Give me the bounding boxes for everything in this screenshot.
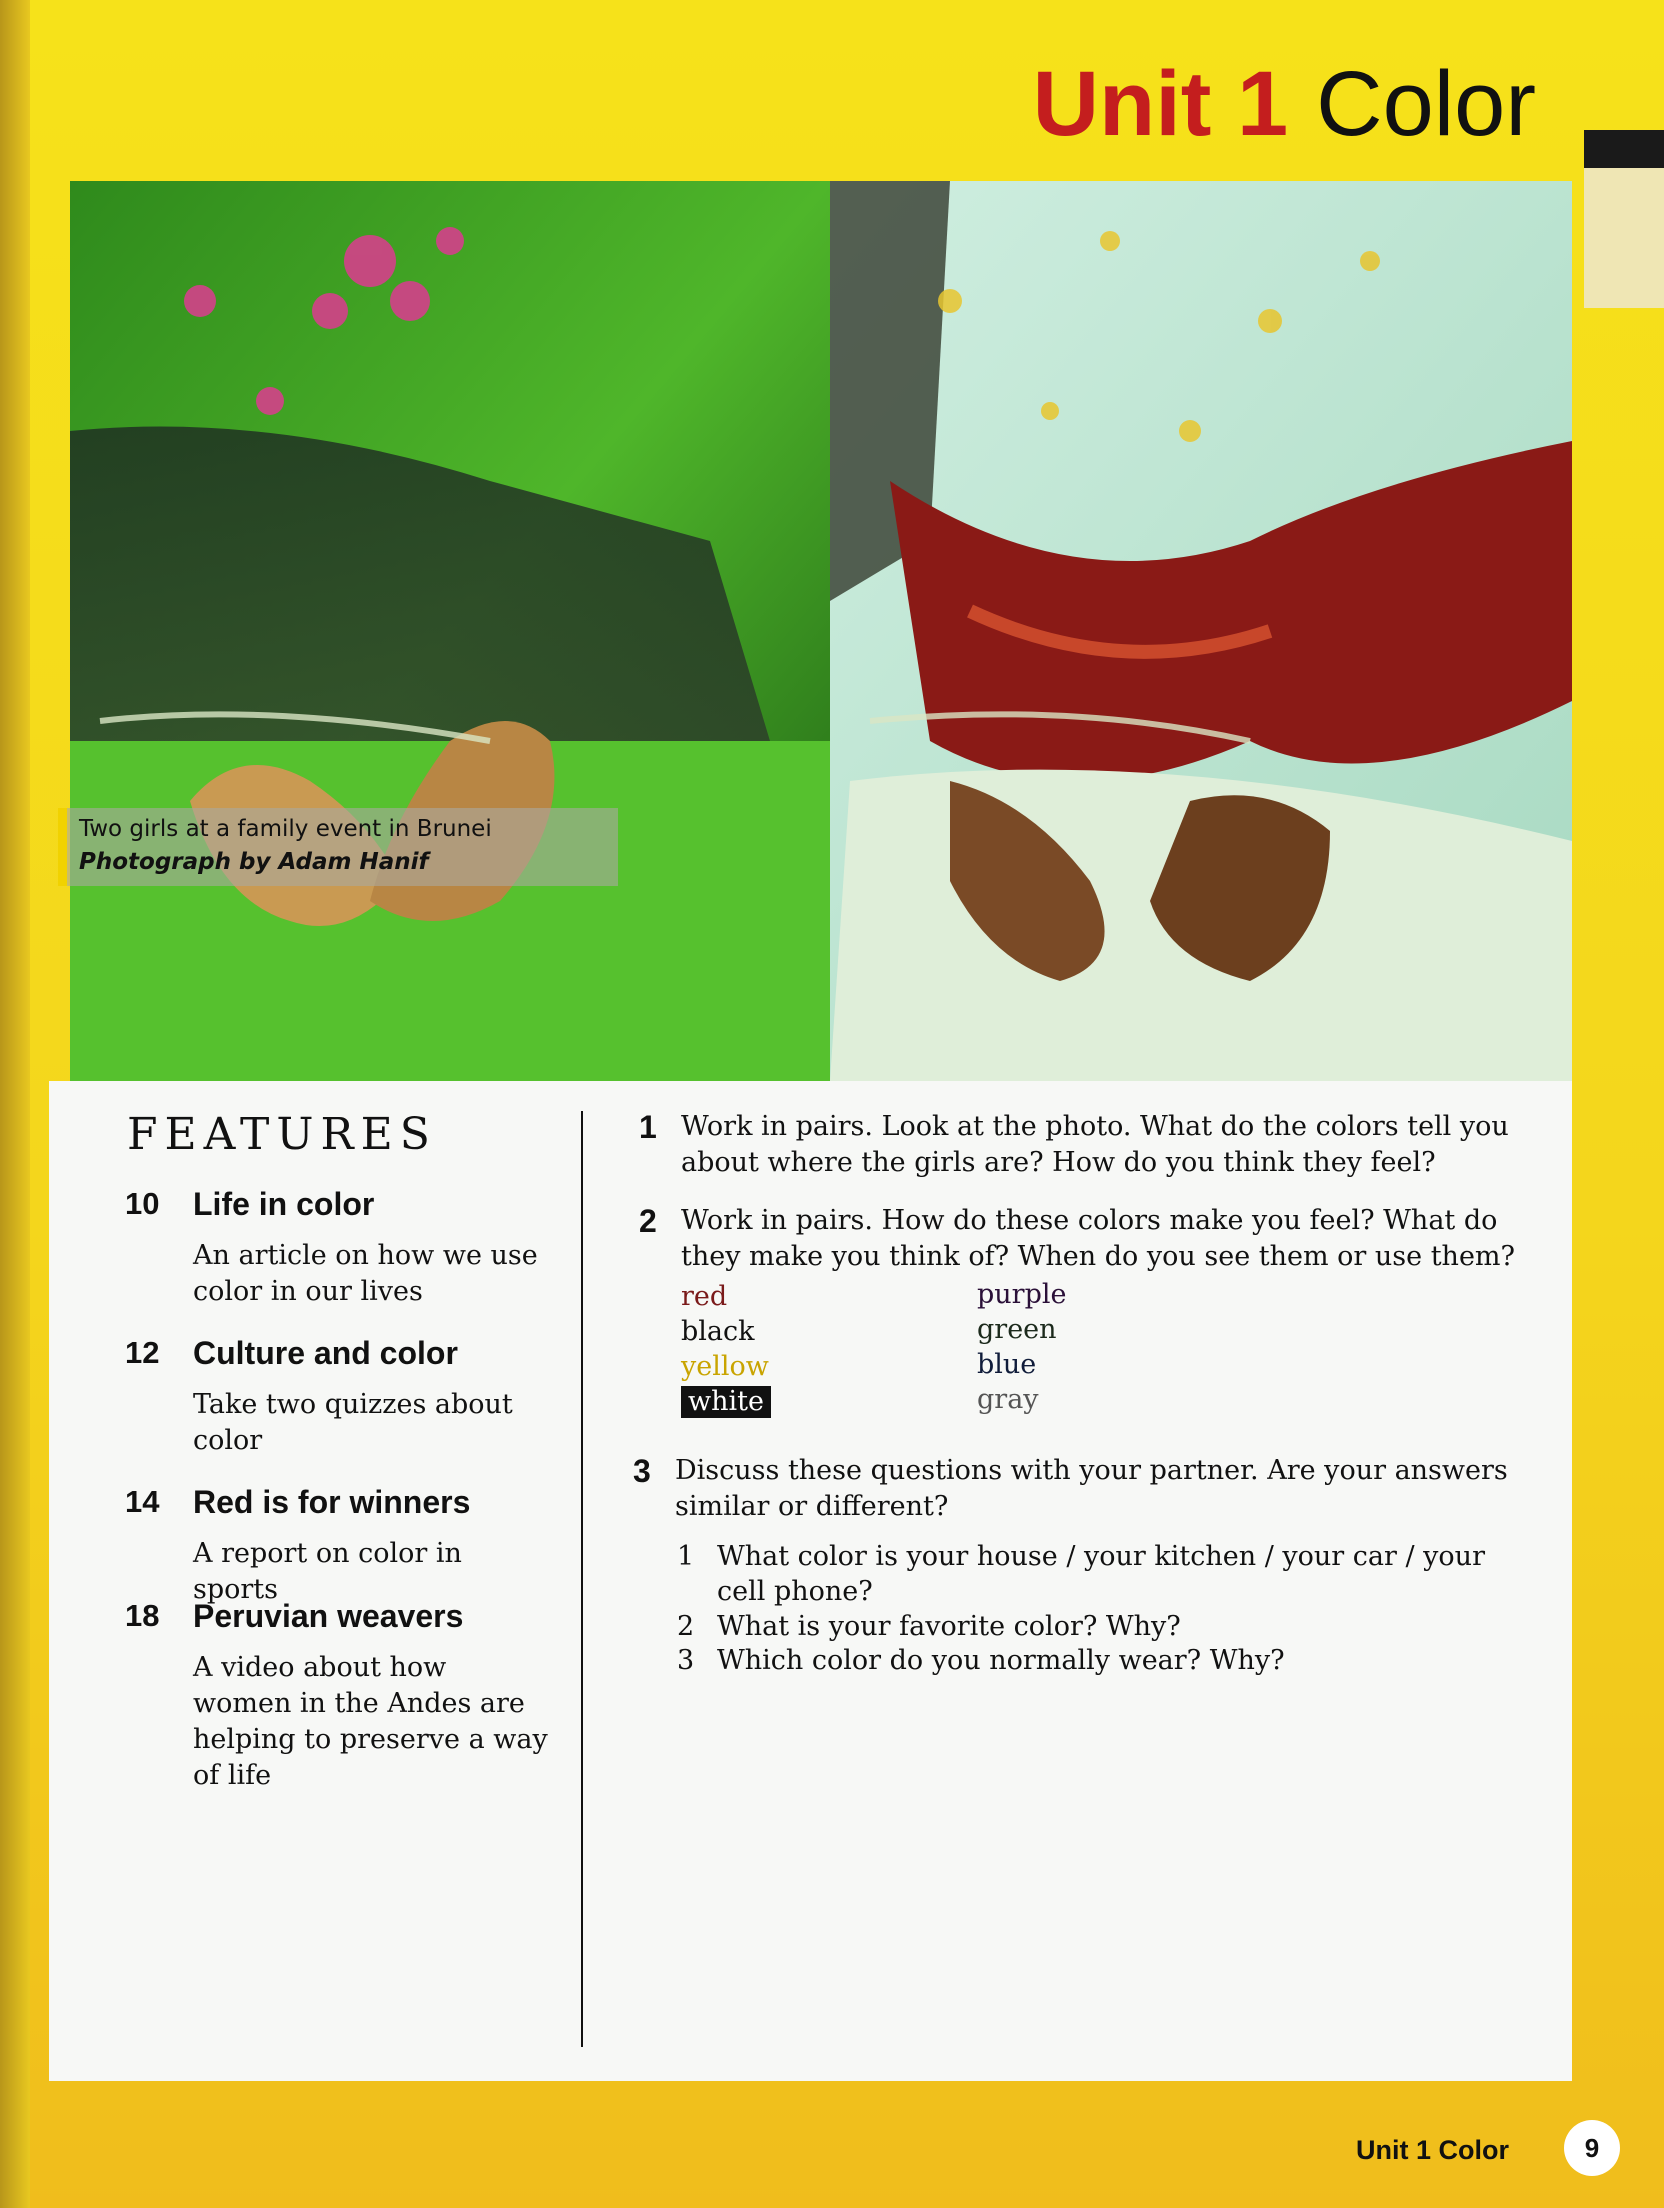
corner-tab-light xyxy=(1584,168,1664,308)
feature-title: Peruvian weavers xyxy=(193,1598,464,1634)
exercise-text: Work in pairs. Look at the photo. What do the colors tell you about where the girls are? How do you think they feel? xyxy=(681,1111,1509,1178)
color-word-blue: blue xyxy=(977,1349,1037,1380)
exercise-number: 3 xyxy=(633,1453,651,1489)
feature-page-number: 10 xyxy=(125,1186,160,1221)
exercise-number: 2 xyxy=(639,1203,657,1239)
page-title xyxy=(1032,53,1536,155)
feature-page-number: 18 xyxy=(125,1598,160,1633)
color-list-left xyxy=(681,1279,771,1419)
question-text: What is your favorite color? Why? xyxy=(717,1611,1181,1642)
photo-credit: Photograph by Adam Hanif xyxy=(79,849,429,875)
exercise-text: Work in pairs. How do these colors make you feel? What do they make you think of? When do you see them or use them? xyxy=(681,1205,1516,1272)
feature-page-number: 12 xyxy=(125,1335,160,1370)
page-spine xyxy=(0,0,30,2208)
feature-page-number: 14 xyxy=(125,1484,160,1519)
color-word-white: white xyxy=(681,1386,771,1418)
unit-label: Unit 1 xyxy=(1032,53,1289,155)
color-word-purple: purple xyxy=(977,1279,1067,1310)
corner-tab xyxy=(1584,130,1664,168)
question-text: Which color do you normally wear? Why? xyxy=(717,1645,1285,1676)
color-word-green: green xyxy=(977,1314,1057,1345)
question-text: What color is your house / your kitchen / your car / your cell phone? xyxy=(717,1541,1485,1607)
color-word-gray: gray xyxy=(977,1384,1039,1415)
question-number: 3 xyxy=(677,1645,695,1676)
unit-topic: Color xyxy=(1316,53,1536,155)
exercise-text: Discuss these questions with your partner. Are your answers similar or different? xyxy=(675,1455,1508,1522)
page-number: 9 xyxy=(1564,2120,1620,2176)
feature-title: Life in color xyxy=(193,1186,375,1222)
color-word-black: black xyxy=(681,1316,755,1347)
photo-illustration xyxy=(70,181,1572,1081)
question-number: 1 xyxy=(677,1541,695,1572)
feature-title: Red is for winners xyxy=(193,1484,471,1520)
exercise-number: 1 xyxy=(639,1109,657,1145)
column-divider xyxy=(581,1111,583,2047)
content-panel xyxy=(49,1081,1572,2081)
question-number: 2 xyxy=(677,1611,695,1642)
features-heading: FEATURES xyxy=(127,1109,437,1160)
feature-description: A report on color in sports xyxy=(193,1538,462,1605)
caption-text: Two girls at a family event in Brunei xyxy=(79,816,492,842)
photo-caption xyxy=(58,808,618,886)
footer-unit-label: Unit 1 Color xyxy=(1356,2135,1509,2165)
color-word-red: red xyxy=(681,1281,728,1312)
feature-description: An article on how we use color in our lives xyxy=(193,1240,538,1307)
color-word-yellow: yellow xyxy=(681,1351,769,1382)
color-list-right xyxy=(977,1277,1066,1417)
feature-title: Culture and color xyxy=(193,1335,458,1371)
unit-photo xyxy=(70,181,1572,1081)
feature-description: A video about how women in the Andes are helping to preserve a way of life xyxy=(193,1652,548,1791)
feature-description: Take two quizzes about color xyxy=(193,1389,513,1456)
